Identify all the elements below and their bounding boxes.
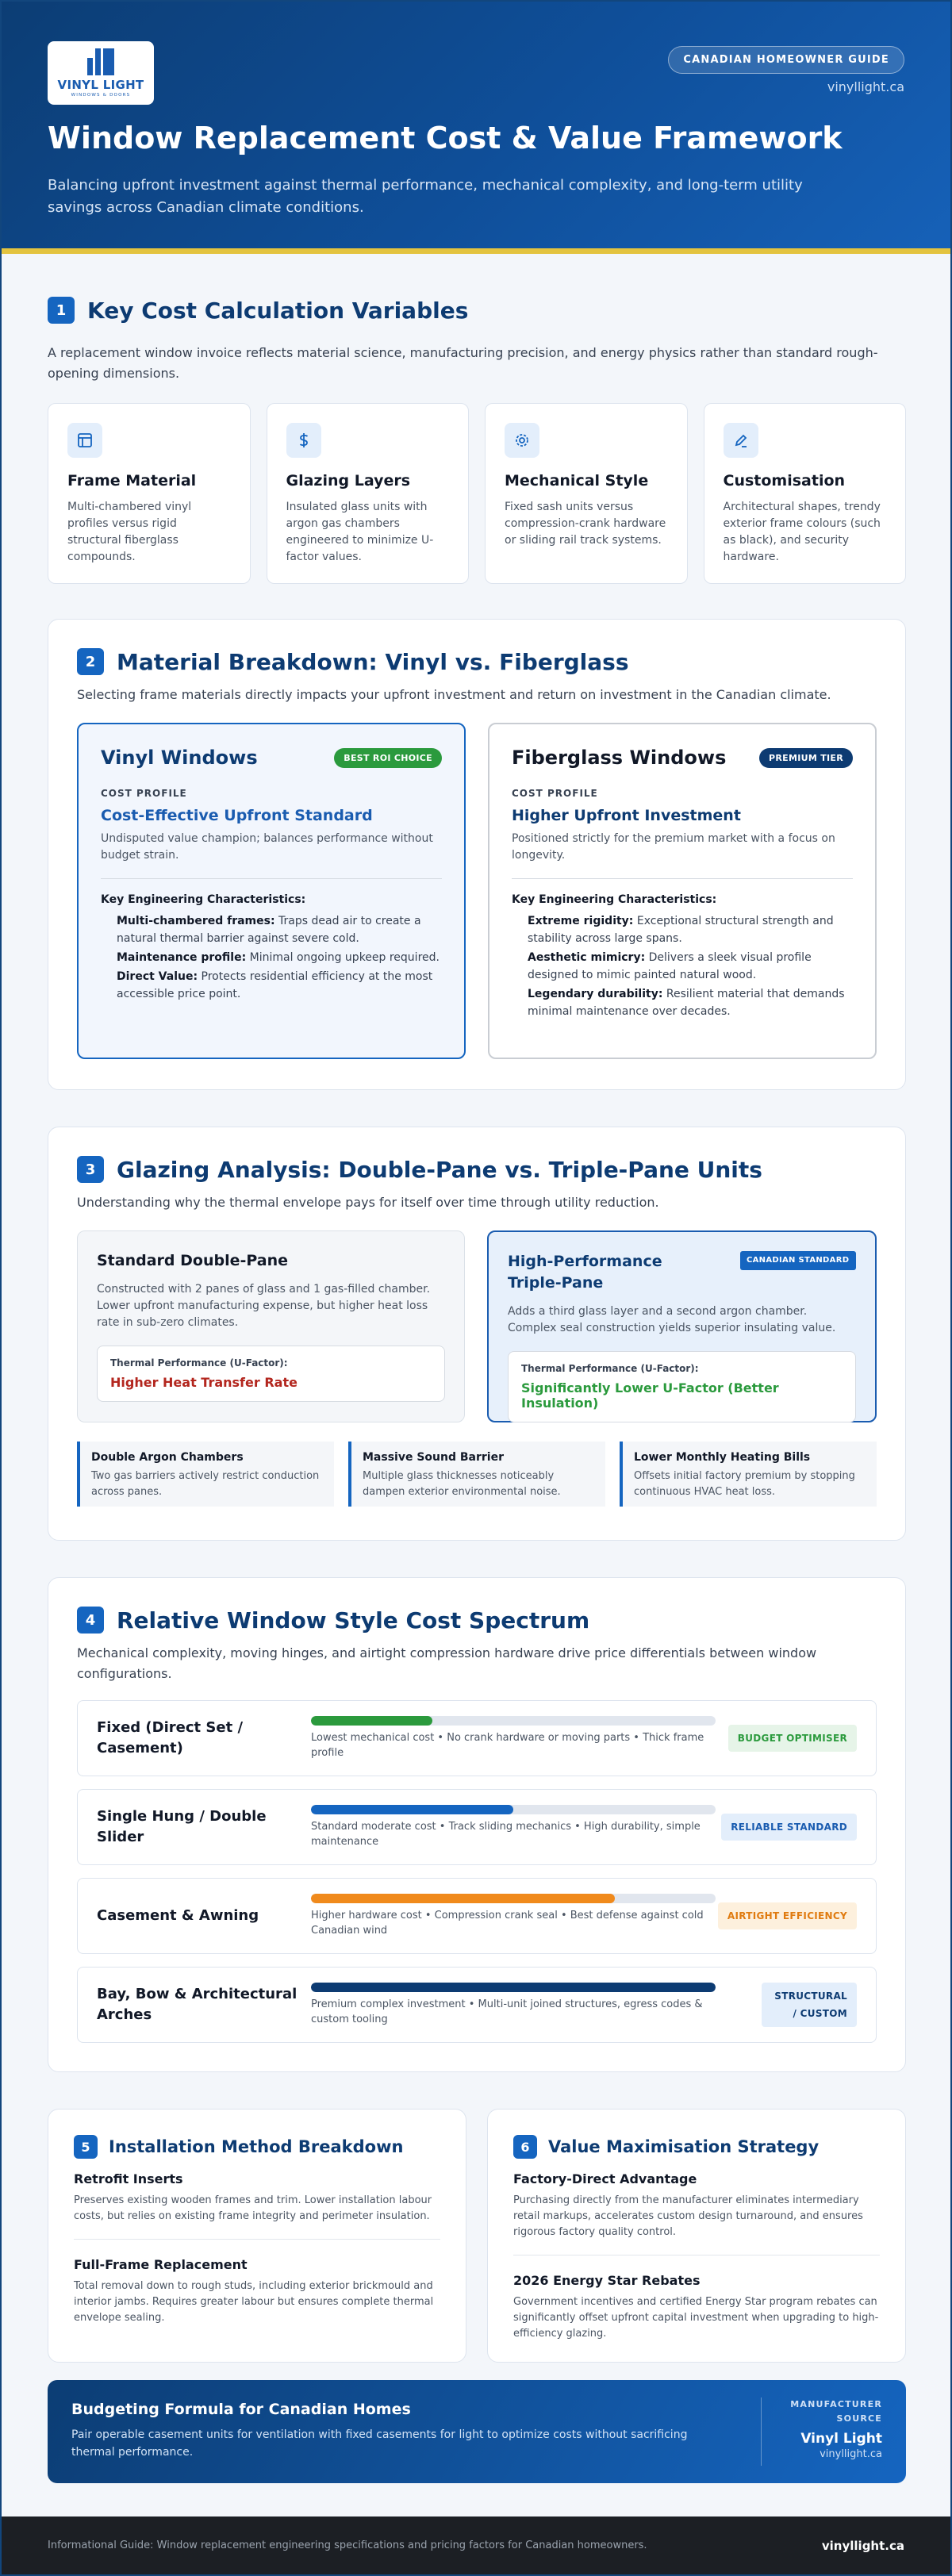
list-item: Maintenance profile: Minimal ongoing upkeep required. [117,951,440,964]
feature-box [348,1442,605,1507]
canadian-standard-badge: CANADIAN STANDARD [740,1251,856,1270]
material-name: Fiberglass Windows [512,747,727,769]
list-item: Aesthetic mimicry: Delivers a sleek visual profile designed to mimic painted natural wood. [528,951,812,981]
cost-profile-desc: Positioned strictly for the premium market with a focus on longevity. [512,832,835,862]
cost-profile-label: COST PROFILE [101,788,187,799]
section-title: Installation Method Breakdown [109,2137,404,2156]
section-cost-variables [48,297,906,584]
feature-text: Multiple glass thicknesses noticeably dampen exterior environmental noise. [363,1470,561,1498]
divider [74,2239,440,2240]
style-desc: Higher hardware cost • Compression crank seal • Best defense against cold Canadian wind [311,1910,704,1937]
source-site-link[interactable]: vinyllight.ca [820,2448,882,2460]
section-number: 6 [513,2135,537,2159]
style-desc: Lowest mechanical cost • No crank hardware or moving parts • Thick frame profile [311,1732,704,1759]
logo-subtext: WINDOWS & DOORS [71,93,131,98]
card-title: Glazing Layers [286,472,411,489]
feature-text: Two gas barriers actively restrict conduction across panes. [91,1470,320,1498]
cost-bar-fill [311,1894,615,1903]
card-text: Insulated glass units with argon gas chambers engineered to minimize U-factor values. [286,501,434,563]
pencil-icon [724,423,758,458]
cost-profile-desc: Undisputed value champion; balances performance without budget strain. [101,832,433,862]
glazing-name: Standard Double-Pane [97,1252,289,1269]
cost-profile-label: COST PROFILE [512,788,598,799]
section-description: Understanding why the thermal envelope pays for itself over time through utility reduction. [77,1195,659,1210]
strategy-title: 2026 Energy Star Rebates [513,2273,701,2288]
style-tag: AIRTIGHT EFFICIENCY [718,1902,857,1929]
cost-bar-fill [311,1983,716,1992]
strategy-text: Purchasing directly from the manufacturer eliminates intermediary retail markups, accelerates custom design turnaround, and ensures rigorous factory quality control. [513,2194,863,2238]
source-label: MANUFACTURER SOURCE [790,2399,882,2424]
cost-profile-value: Cost-Effective Upfront Standard [101,807,373,824]
premium-tier-badge: PREMIUM TIER [759,748,853,768]
budget-formula-banner [48,2380,906,2483]
spectrum-row [77,1967,877,2043]
style-tag: RELIABLE STANDARD [721,1814,857,1841]
u-factor-label: Thermal Performance (U-Factor): [521,1363,699,1374]
section-title: Relative Window Style Cost Spectrum [117,1607,590,1634]
glazing-desc: Adds a third glass layer and a second argon chamber. Complex seal construction yields superior insulating value. [508,1305,836,1334]
feature-text: Offsets initial factory premium by stopping continuous HVAC heat loss. [634,1470,855,1498]
characteristics-heading: Key Engineering Characteristics: [101,893,306,906]
characteristics-list [101,912,442,1003]
section-number: 3 [77,1156,104,1183]
formula-desc: Pair operable casement units for ventilation with fixed casements for light to optimize costs without sacrificing thermal performance. [71,2428,688,2459]
section-installation-method [48,2109,466,2363]
cost-bar-fill [311,1716,432,1726]
card-text: Fixed sash units versus compression-crank hardware or sliding rail track systems. [505,501,666,547]
formula-title: Budgeting Formula for Canadian Homes [71,2401,411,2418]
method-text: Preserves existing wooden frames and trim. Lower installation labour costs, but relies on existing frame integrity and perimeter insulation. [74,2194,432,2222]
method-text: Total removal down to rough studs, including exterior brickmould and interior jambs. Requires greater labour but ensures complete thermal envelope sealing. [74,2280,434,2324]
style-name: Casement & Awning [97,1907,259,1924]
list-item: Legendary durability: Resilient material that demands minimal maintenance over decades. [528,988,845,1018]
gear-icon [505,423,539,458]
cost-spectrum-list [77,1700,877,2043]
dollar-icon [286,423,321,458]
section-title: Value Maximisation Strategy [548,2137,820,2156]
cost-profile-value: Higher Upfront Investment [512,807,741,824]
section-description: A replacement window invoice reflects material science, manufacturing precision, and energy physics rather than standard rough-opening dimensions. [48,345,878,381]
spectrum-row [77,1789,877,1865]
cost-bar [311,1805,716,1814]
guide-badge: CANADIAN HOMEOWNER GUIDE [668,46,904,74]
characteristics-heading: Key Engineering Characteristics: [512,893,717,906]
u-factor-box [508,1351,856,1422]
triple-pane-card [487,1230,877,1422]
card-title: Frame Material [67,472,197,489]
variable-card-mechanical-style [485,403,688,584]
section-material-breakdown [48,619,906,1090]
list-item: Multi-chambered frames: Traps dead air to create a natural thermal barrier against severe cold. [117,915,421,945]
u-factor-box [97,1346,445,1402]
spectrum-row [77,1878,877,1954]
header-site-link[interactable]: vinyllight.ca [827,79,904,94]
style-name: Bay, Bow & Architectural Arches [97,1986,298,2023]
cost-bar-fill [311,1805,513,1814]
page-title: Window Replacement Cost & Value Framework [48,121,843,155]
footer [2,2516,950,2574]
layout-icon [67,423,102,458]
source-brand: Vinyl Light [800,2431,882,2447]
section-style-cost-spectrum [48,1577,906,2072]
double-pane-card [77,1230,465,1422]
section-number: 5 [74,2135,98,2159]
u-factor-value: Higher Heat Transfer Rate [110,1375,298,1390]
strategy-title: Factory-Direct Advantage [513,2171,697,2186]
feature-box [620,1442,877,1507]
page-description: Balancing upfront investment against thermal performance, mechanical complexity, and long-term utility savings across Canadian climate conditions. [48,177,803,216]
card-title: Customisation [723,472,846,489]
method-title: Retrofit Inserts [74,2171,183,2186]
variable-card-frame-material [48,403,251,584]
u-factor-value: Significantly Lower U-Factor (Better Insulation) [521,1380,779,1411]
characteristics-list [512,912,853,1020]
style-tag: BUDGET OPTIMISER [728,1725,857,1752]
section-description: Mechanical complexity, moving hinges, and airtight compression hardware drive price differentials between window configurations. [77,1645,817,1681]
section-glazing-analysis [48,1127,906,1541]
divider [101,878,442,879]
hero-header [2,2,950,254]
cost-bar [311,1983,716,1992]
section-value-strategy [487,2109,906,2363]
feature-title: Double Argon Chambers [91,1451,244,1464]
card-title: Mechanical Style [505,472,649,489]
vinyl-card [77,723,466,1059]
style-name: Fixed (Direct Set / Casement) [97,1719,244,1756]
style-tag: STRUCTURAL / CUSTOM [762,1983,857,2027]
window-logo-icon [87,48,114,75]
list-item: Direct Value: Protects residential efficiency at the most accessible price point. [117,970,433,1000]
section-description: Selecting frame materials directly impacts your upfront investment and return on investment in the Canadian climate. [77,687,831,702]
section-number: 2 [77,648,104,675]
header-accent-stripe [2,248,950,254]
fiberglass-card [488,723,877,1059]
u-factor-label: Thermal Performance (U-Factor): [110,1357,288,1369]
variable-card-customisation [704,403,907,584]
style-desc: Premium complex investment • Multi-unit joined structures, egress codes & custom tooling [311,1998,703,2025]
section-number: 4 [77,1607,104,1634]
section-title: Material Breakdown: Vinyl vs. Fiberglass [117,648,629,675]
brand-logo[interactable] [48,41,154,105]
spectrum-row [77,1700,877,1776]
best-roi-badge: BEST ROI CHOICE [334,748,442,768]
method-title: Full-Frame Replacement [74,2257,248,2272]
feature-box [77,1442,334,1507]
style-name: Single Hung / Double Slider [97,1808,267,1845]
card-text: Multi-chambered vinyl profiles versus rigid structural fiberglass compounds. [67,501,192,563]
list-item: Extreme rigidity: Exceptional structural strength and stability across large spans. [528,915,834,945]
section-title: Key Cost Calculation Variables [87,297,469,324]
footer-note: Informational Guide: Window replacement engineering specifications and pricing factors for Canadian homeowners. [48,2540,647,2551]
feature-title: Massive Sound Barrier [363,1451,504,1464]
variable-card-glazing-layers [267,403,470,584]
divider [512,878,853,879]
style-desc: Standard moderate cost • Track sliding mechanics • High durability, simple maintenance [311,1821,701,1848]
glazing-desc: Constructed with 2 panes of glass and 1 gas-filled chamber. Lower upfront manufacturing expense, but higher heat loss rate in sub-zero climates. [97,1283,431,1329]
section-title: Glazing Analysis: Double-Pane vs. Triple-Pane Units [117,1156,762,1183]
glazing-name: High-Performance Triple-Pane [508,1253,662,1292]
cost-bar [311,1894,716,1903]
material-name: Vinyl Windows [101,747,258,769]
manufacturer-source [761,2397,882,2466]
section-number: 1 [48,297,75,324]
card-text: Architectural shapes, trendy exterior frame colours (such as black), and security hardware. [723,501,881,563]
cost-bar [311,1716,716,1726]
strategy-text: Government incentives and certified Energy Star program rebates can significantly offset upfront capital investment when upgrading to high-efficiency glazing. [513,2296,879,2340]
feature-title: Lower Monthly Heating Bills [634,1451,811,1464]
logo-text: VINYL LIGHT [57,78,144,92]
footer-site-link[interactable]: vinyllight.ca [821,2538,904,2553]
